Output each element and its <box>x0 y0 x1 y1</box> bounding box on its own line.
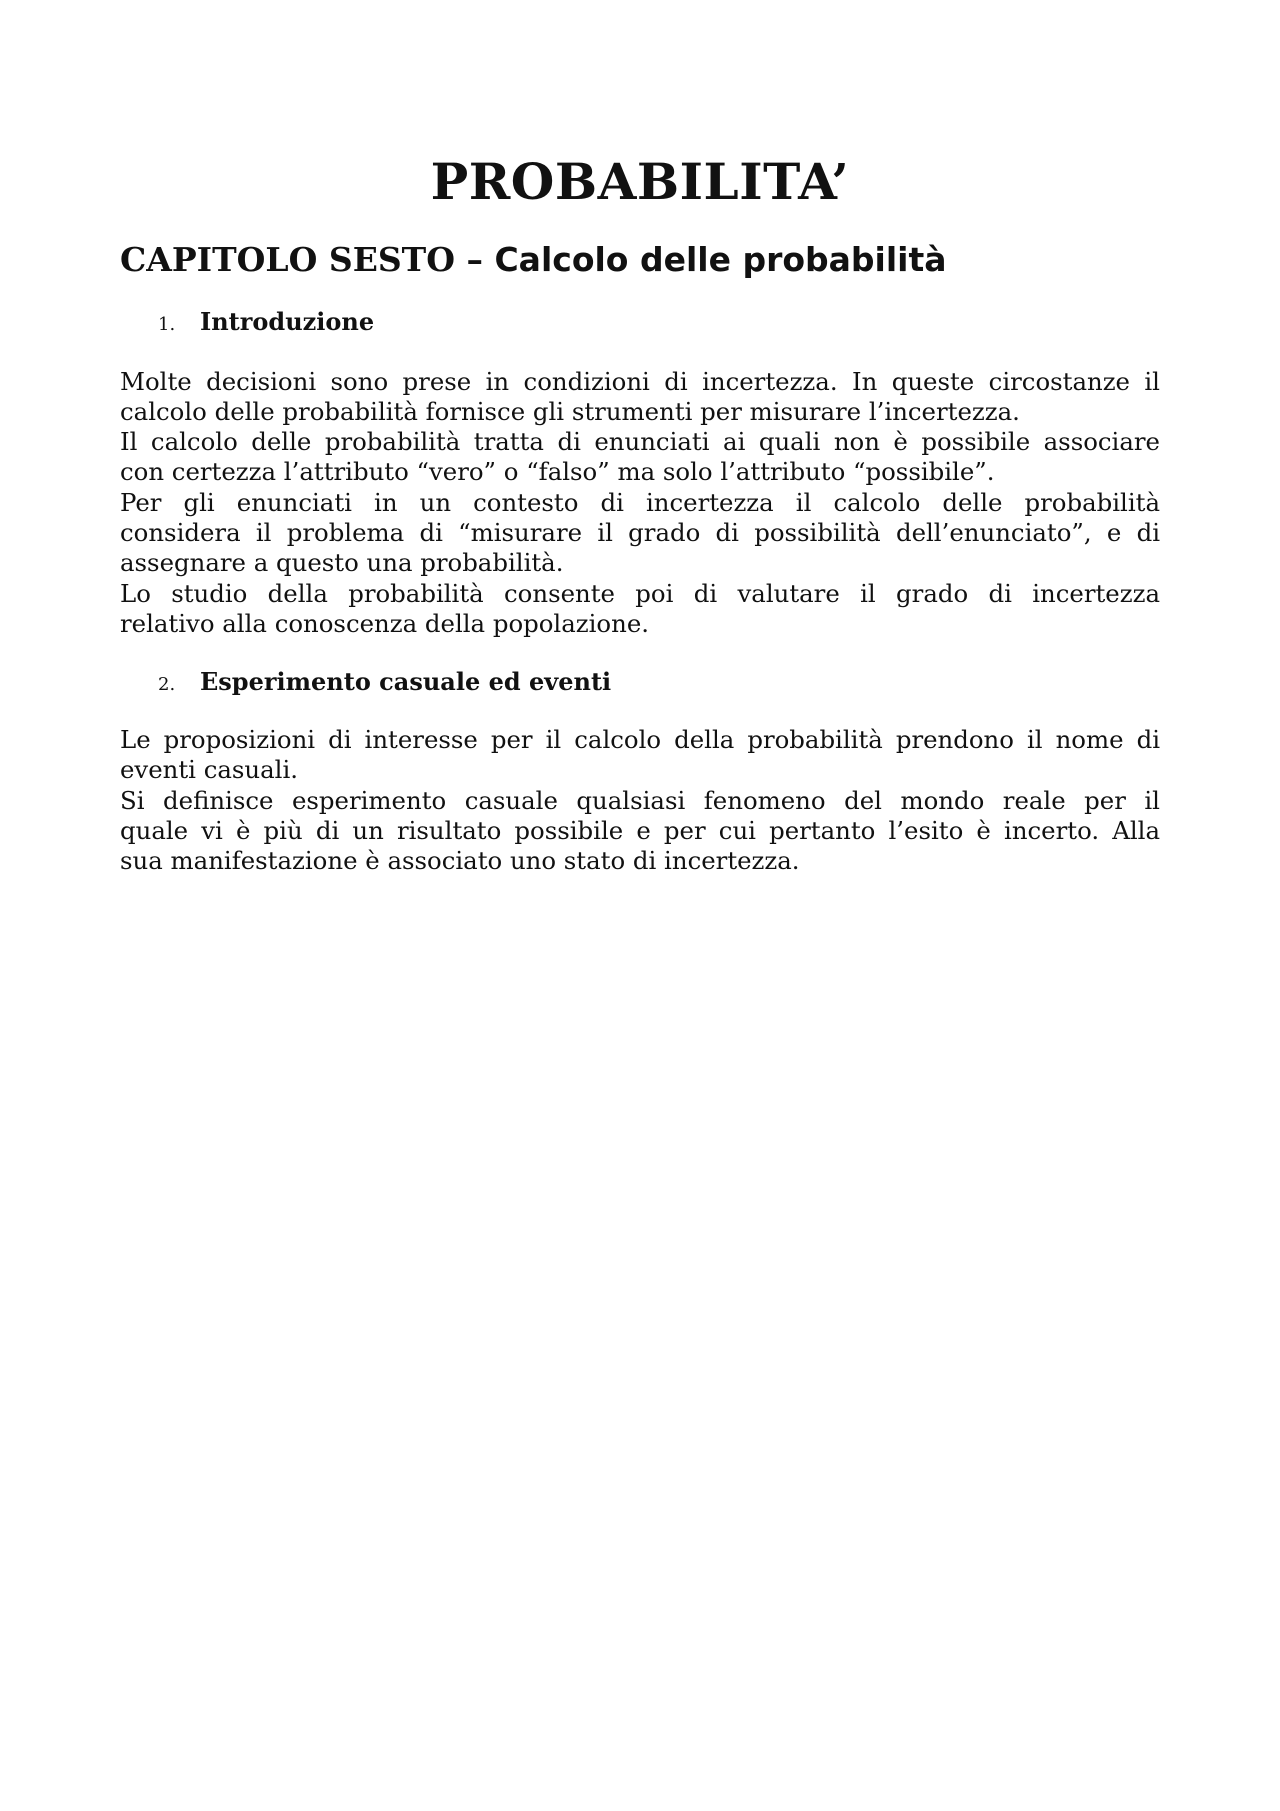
section-number: 2. <box>158 674 176 695</box>
chapter-label: CAPITOLO SESTO – <box>120 240 495 279</box>
paragraph-line: calcolo delle probabilità fornisce gli strumenti per misurare l’incertezza. <box>120 397 1020 427</box>
paragraph <box>120 579 1160 639</box>
paragraph-line: Le proposizioni di interesse per il calcolo della probabilità prendono il nome di <box>120 725 1160 754</box>
paragraph-line: relativo alla conoscenza della popolazione. <box>120 609 650 639</box>
paragraph <box>120 367 1160 427</box>
paragraph-line: Si definisce esperimento casuale qualsiasi fenomeno del mondo reale per il <box>120 786 1160 815</box>
paragraph-line: con certezza l’attributo “vero” o “falso” ma solo l’attributo “possibile”. <box>120 457 995 487</box>
section-title: Introduzione <box>200 307 375 336</box>
paragraph <box>120 725 1160 785</box>
chapter-title <box>120 238 947 282</box>
paragraph-line: Per gli enunciati in un contesto di incertezza il calcolo delle probabilità <box>120 488 1160 517</box>
paragraph <box>120 488 1160 579</box>
section-title: Esperimento casuale ed eventi <box>200 667 612 696</box>
paragraph-line: considera il problema di “misurare il grado di possibilità dell’enunciato”, e di <box>120 518 1160 548</box>
paragraph-line: Molte decisioni sono prese in condizioni di incertezza. In queste circostanze il <box>120 367 1160 396</box>
paragraph-line: Il calcolo delle probabilità tratta di enunciati ai quali non è possibile associare <box>120 427 1160 456</box>
chapter-subtitle: Calcolo delle probabilità <box>494 240 947 279</box>
paragraph-line: sua manifestazione è associato uno stato di incertezza. <box>120 846 800 876</box>
document-title: PROBABILITA’ <box>430 152 850 211</box>
paragraph <box>120 427 1160 487</box>
paragraph-line: assegnare a questo una probabilità. <box>120 548 564 578</box>
section-number: 1. <box>158 314 176 335</box>
section-heading-introduzione <box>158 306 374 341</box>
paragraph-line: eventi casuali. <box>120 755 299 785</box>
section-heading-esperimento <box>158 666 611 701</box>
paragraph <box>120 786 1160 877</box>
paragraph-line: quale vi è più di un risultato possibile e per cui pertanto l’esito è incerto. Alla <box>120 816 1160 846</box>
paragraph-line: Lo studio della probabilità consente poi di valutare il grado di incertezza <box>120 579 1160 608</box>
